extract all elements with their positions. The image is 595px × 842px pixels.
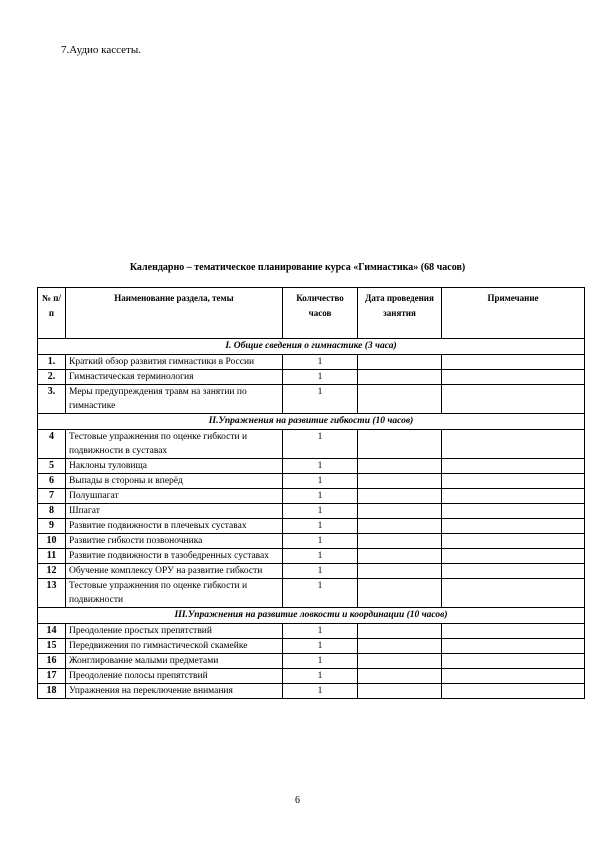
lesson-notes-cell: [442, 549, 585, 564]
lesson-number: 18: [38, 684, 66, 699]
lesson-date-cell: [358, 489, 442, 504]
section-title: I. Общие сведения о гимнастике (3 часа): [38, 339, 585, 355]
lesson-notes-cell: [442, 669, 585, 684]
lesson-topic: Упражнения на переключение внимания: [66, 684, 283, 699]
section-row: [38, 339, 585, 355]
column-header-number: № п/п: [38, 288, 66, 339]
lesson-number: 17: [38, 669, 66, 684]
page-number: 6: [295, 795, 300, 806]
lesson-hours: 1: [283, 430, 358, 459]
lesson-date-cell: [358, 624, 442, 639]
lesson-hours: 1: [283, 385, 358, 414]
table-row: [38, 654, 585, 669]
lesson-number: 13: [38, 579, 66, 608]
lesson-topic: Наклоны туловища: [66, 459, 283, 474]
table-body: [38, 339, 585, 699]
lesson-hours: 1: [283, 684, 358, 699]
lesson-number: 16: [38, 654, 66, 669]
column-header-date: Дата проведения занятия: [358, 288, 442, 339]
lesson-notes-cell: [442, 504, 585, 519]
lesson-notes-cell: [442, 474, 585, 489]
lesson-topic: Шпагат: [66, 504, 283, 519]
table-row: [38, 355, 585, 370]
lesson-hours: 1: [283, 519, 358, 534]
lesson-hours: 1: [283, 459, 358, 474]
lesson-notes-cell: [442, 534, 585, 549]
lesson-notes-cell: [442, 579, 585, 608]
lesson-date-cell: [358, 549, 442, 564]
lesson-notes-cell: [442, 519, 585, 534]
section-row: [38, 414, 585, 430]
lesson-notes-cell: [442, 385, 585, 414]
lesson-hours: 1: [283, 654, 358, 669]
lesson-number: 8: [38, 504, 66, 519]
lesson-hours: 1: [283, 489, 358, 504]
lesson-topic: Выпады в стороны и вперёд: [66, 474, 283, 489]
table-row: [38, 564, 585, 579]
lesson-topic: Краткий обзор развития гимнастики в России: [66, 355, 283, 370]
lesson-hours: 1: [283, 549, 358, 564]
lesson-number: 1.: [38, 355, 66, 370]
lesson-date-cell: [358, 519, 442, 534]
lesson-topic: Обучение комплексу ОРУ на развитие гибкости: [66, 564, 283, 579]
lesson-number: 12: [38, 564, 66, 579]
lesson-date-cell: [358, 684, 442, 699]
lesson-topic: Полушпагат: [66, 489, 283, 504]
lesson-date-cell: [358, 534, 442, 549]
table-row: [38, 534, 585, 549]
table-row: [38, 504, 585, 519]
lesson-hours: 1: [283, 504, 358, 519]
lesson-number: 9: [38, 519, 66, 534]
lesson-topic: Преодоление простых препятствий: [66, 624, 283, 639]
lesson-number: 10: [38, 534, 66, 549]
lesson-date-cell: [358, 430, 442, 459]
table-row: [38, 459, 585, 474]
lesson-number: 2.: [38, 370, 66, 385]
lesson-notes-cell: [442, 430, 585, 459]
lesson-topic: Тестовые упражнения по оценке гибкости и подвижности: [66, 579, 283, 608]
lesson-date-cell: [358, 355, 442, 370]
lesson-notes-cell: [442, 459, 585, 474]
lesson-notes-cell: [442, 684, 585, 699]
lesson-hours: 1: [283, 355, 358, 370]
column-header-notes: Примечание: [442, 288, 585, 339]
materials-list-item: 7.Аудио кассеты.: [61, 44, 141, 56]
table-row: [38, 489, 585, 504]
planning-table: [37, 287, 585, 699]
table-row: [38, 370, 585, 385]
lesson-date-cell: [358, 370, 442, 385]
lesson-date-cell: [358, 654, 442, 669]
table-row: [38, 669, 585, 684]
lesson-date-cell: [358, 459, 442, 474]
table-row: [38, 385, 585, 414]
lesson-hours: 1: [283, 564, 358, 579]
document-title: Календарно – тематическое планирование курса «Гимнастика» (68 часов): [129, 262, 466, 273]
table-row: [38, 430, 585, 459]
column-header-topic: Наименование раздела, темы: [66, 288, 283, 339]
table-row: [38, 624, 585, 639]
lesson-topic: Жонглирование малыми предметами: [66, 654, 283, 669]
lesson-number: 15: [38, 639, 66, 654]
lesson-number: 11: [38, 549, 66, 564]
lesson-topic: Развитие подвижности в тазобедренных суставах: [66, 549, 283, 564]
lesson-hours: 1: [283, 579, 358, 608]
lesson-notes-cell: [442, 639, 585, 654]
lesson-topic: Развитие гибкости позвоночника: [66, 534, 283, 549]
lesson-topic: Преодоление полосы препятствий: [66, 669, 283, 684]
lesson-notes-cell: [442, 355, 585, 370]
lesson-notes-cell: [442, 489, 585, 504]
lesson-date-cell: [358, 669, 442, 684]
table-row: [38, 639, 585, 654]
table-header-row: [38, 288, 585, 339]
lesson-date-cell: [358, 474, 442, 489]
lesson-topic: Меры предупреждения травм на занятии по гимнастике: [66, 385, 283, 414]
lesson-hours: 1: [283, 639, 358, 654]
lesson-number: 4: [38, 430, 66, 459]
section-row: [38, 608, 585, 624]
lesson-date-cell: [358, 504, 442, 519]
lesson-number: 5: [38, 459, 66, 474]
table-row: [38, 549, 585, 564]
table-row: [38, 684, 585, 699]
lesson-number: 3.: [38, 385, 66, 414]
table-row: [38, 474, 585, 489]
section-title: III.Упражнения на развитие ловкости и координации (10 часов): [38, 608, 585, 624]
lesson-notes-cell: [442, 654, 585, 669]
lesson-number: 6: [38, 474, 66, 489]
lesson-date-cell: [358, 385, 442, 414]
section-title: II.Упражнения на развитие гибкости (10 часов): [38, 414, 585, 430]
table-row: [38, 519, 585, 534]
lesson-topic: Развитие подвижности в плечевых суставах: [66, 519, 283, 534]
lesson-number: 7: [38, 489, 66, 504]
lesson-date-cell: [358, 564, 442, 579]
table-row: [38, 579, 585, 608]
lesson-notes-cell: [442, 564, 585, 579]
lesson-date-cell: [358, 639, 442, 654]
column-header-hours: Количество часов: [283, 288, 358, 339]
lesson-hours: 1: [283, 474, 358, 489]
lesson-hours: 1: [283, 370, 358, 385]
lesson-hours: 1: [283, 669, 358, 684]
lesson-notes-cell: [442, 370, 585, 385]
lesson-notes-cell: [442, 624, 585, 639]
lesson-topic: Тестовые упражнения по оценке гибкости и подвижности в суставах: [66, 430, 283, 459]
lesson-topic: Передвижения по гимнастической скамейке: [66, 639, 283, 654]
lesson-number: 14: [38, 624, 66, 639]
lesson-hours: 1: [283, 534, 358, 549]
lesson-hours: 1: [283, 624, 358, 639]
lesson-date-cell: [358, 579, 442, 608]
lesson-topic: Гимнастическая терминология: [66, 370, 283, 385]
